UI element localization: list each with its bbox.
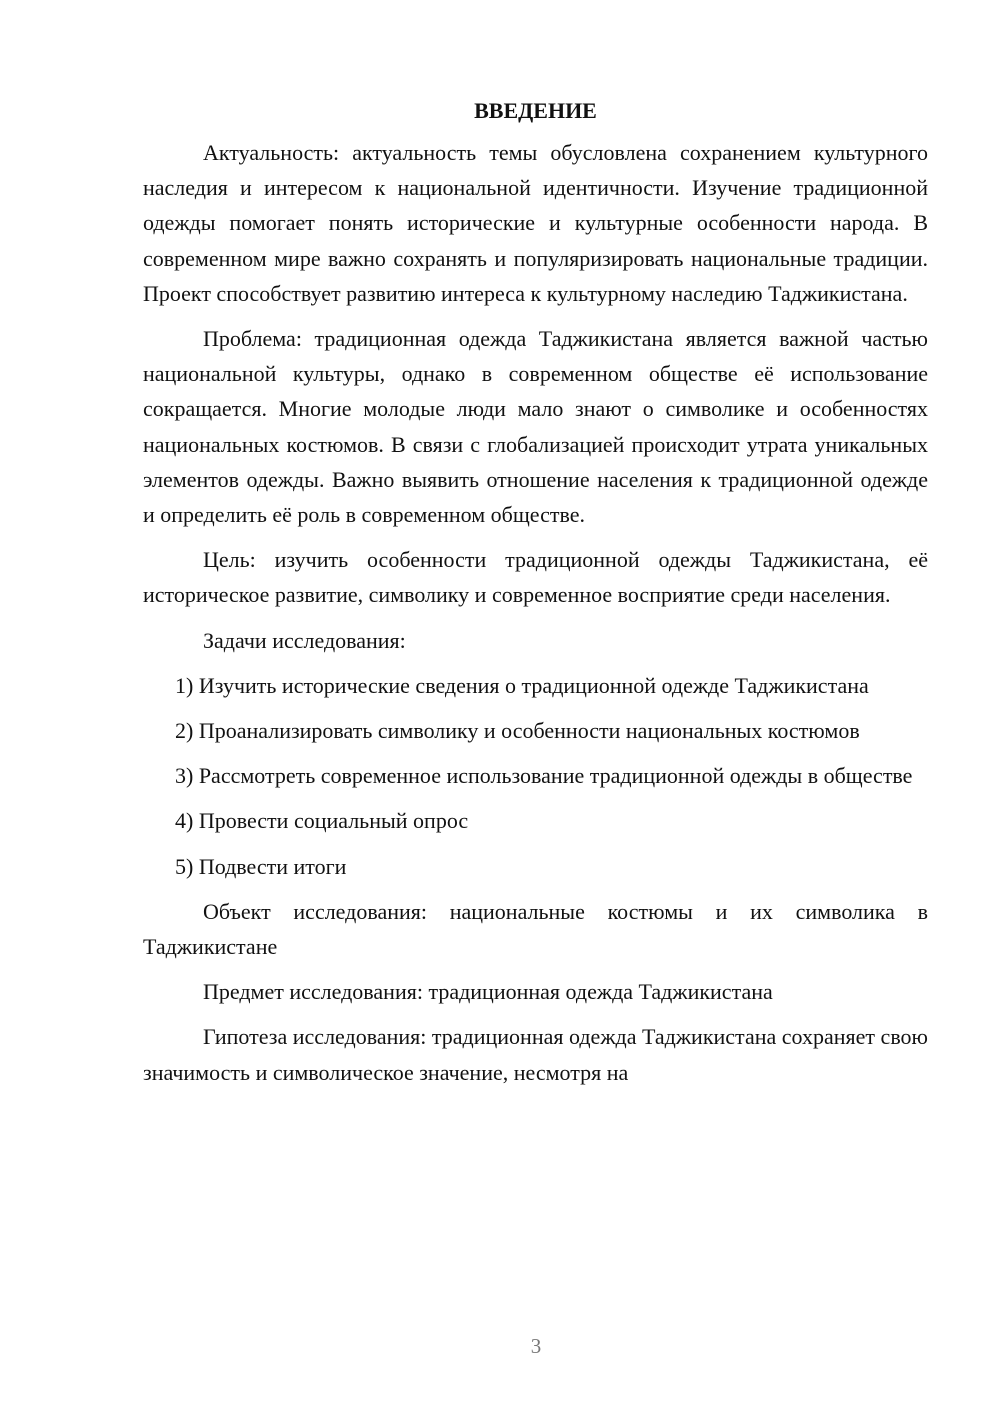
object-paragraph: Объект исследования: национальные костюмы и их символика в Таджикистане bbox=[143, 898, 928, 960]
task-item-4: 4) Провести социальный опрос bbox=[175, 808, 469, 834]
relevance-paragraph: Актуальность: актуальность темы обусловлена сохранением культурного наследия и интересом к национальной идентичности. Изучение традиционной одежды помогает понять исторические и культурные особенности народа. В современном мире важно сохранять и популяризировать национальные традиции. Проект способствует развитию интереса к культурному наследию Таджикистана. bbox=[143, 140, 928, 306]
subject-paragraph: Предмет исследования: традиционная одежда Таджикистана bbox=[203, 979, 773, 1005]
task-item-5: 5) Подвести итоги bbox=[175, 853, 347, 879]
section-title: ВВЕДЕНИЕ bbox=[474, 98, 597, 123]
task-item-2: 2) Проанализировать символику и особенности национальных костюмов bbox=[175, 718, 860, 744]
page-number: 3 bbox=[530, 1334, 542, 1358]
problem-paragraph: Проблема: традиционная одежда Таджикистана является важной частью национальной культуры, однако в современном обществе её использование сокращается. Многие молодые люди мало знают о символике и особенностях национальных костюмов. В связи с глобализацией происходит утрата уникальных элементов одежды. Важно выявить отношение населения к традиционной одежде и определить её роль в современном обществе. bbox=[143, 326, 928, 528]
tasks-heading: Задачи исследования: bbox=[203, 627, 406, 653]
task-item-1: 1) Изучить исторические сведения о традиционной одежде Таджикистана bbox=[175, 672, 869, 698]
task-item-3: 3) Рассмотреть современное использование традиционной одежды в обществе bbox=[175, 763, 913, 789]
hypothesis-paragraph: Гипотеза исследования: традиционная одежда Таджикистана сохраняет свою значимость и символическое значение, несмотря на bbox=[143, 1024, 928, 1085]
page-content bbox=[143, 96, 928, 1100]
goal-paragraph: Цель: изучить особенности традиционной одежды Таджикистана, её историческое развитие, символику и современное восприятие среди населения. bbox=[143, 547, 928, 608]
tasks-list bbox=[143, 668, 928, 884]
